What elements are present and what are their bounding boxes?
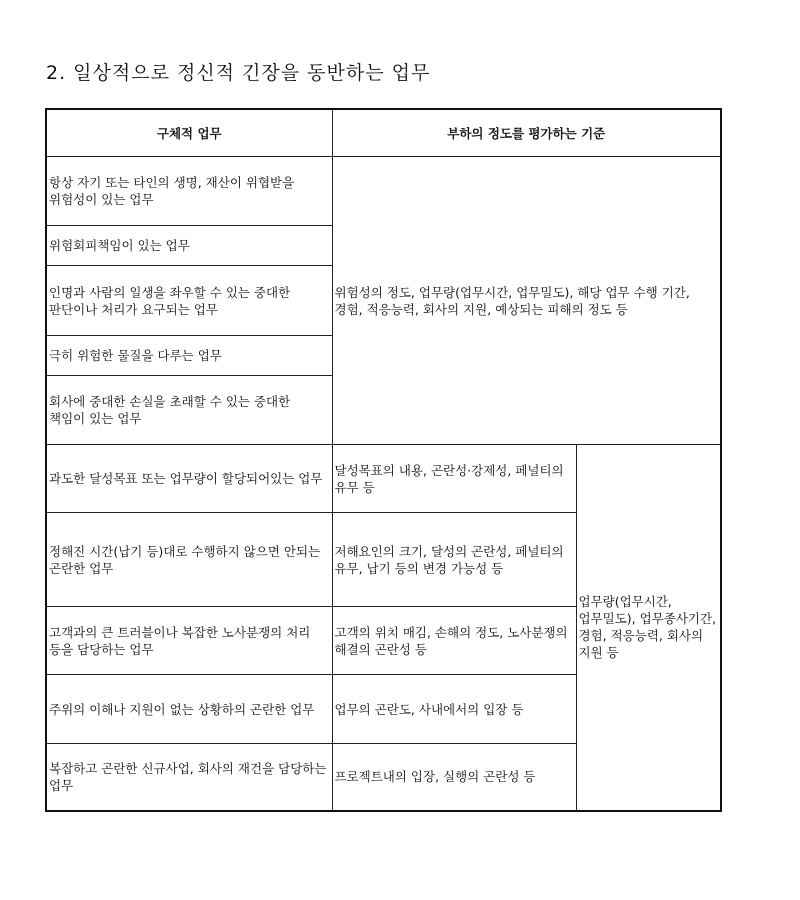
task-cell: 주위의 이해나 지원이 없는 상황하의 곤란한 업무: [46, 675, 332, 744]
detail-criteria-cell: 고객의 위치 매김, 손해의 정도, 노사분쟁의 해결의 곤란성 등: [332, 607, 576, 675]
task-cell: 복잡하고 곤란한 신규사업, 회사의 재건을 담당하는 업무: [46, 744, 332, 811]
task-cell: 항상 자기 또는 타인의 생명, 재산이 위협받을 위험성이 있는 업무: [46, 157, 332, 226]
task-cell: 회사에 중대한 손실을 초래할 수 있는 중대한 책임이 있는 업무: [46, 376, 332, 445]
table-header-row: [46, 109, 721, 157]
table-row: [46, 157, 721, 226]
detail-criteria-cell: 프로젝트내의 입장, 실행의 곤란성 등: [332, 744, 576, 811]
criteria-table: [45, 108, 722, 812]
task-cell: 위험회피책임이 있는 업무: [46, 226, 332, 266]
task-cell: 고객과의 큰 트러블이나 복잡한 노사분쟁의 처리 등을 담당하는 업무: [46, 607, 332, 675]
task-cell: 정해진 시간(납기 등)대로 수행하지 않으면 안되는 곤란한 업무: [46, 513, 332, 607]
table-row: [46, 445, 721, 513]
task-cell: 극히 위험한 물질을 다루는 업무: [46, 336, 332, 376]
detail-criteria-cell: 저해요인의 크기, 달성의 곤란성, 페널티의 유무, 납기 등의 변경 가능성 등: [332, 513, 576, 607]
page-title: 2. 일상적으로 정신적 긴장을 동반하는 업무: [46, 62, 431, 84]
common-criteria-cell: 업무량(업무시간, 업무밀도), 업무종사기간, 경험, 적응능력, 회사의 지원 등: [576, 445, 721, 811]
detail-criteria-cell: 달성목표의 내용, 곤란성·강제성, 페널티의 유무 등: [332, 445, 576, 513]
header-load-criteria: 부하의 정도를 평가하는 기준: [332, 109, 721, 157]
task-cell: 인명과 사람의 일생을 좌우할 수 있는 중대한 판단이나 처리가 요구되는 업무: [46, 266, 332, 336]
task-cell: 과도한 달성목표 또는 업무량이 할당되어있는 업무: [46, 445, 332, 513]
detail-criteria-cell: 업무의 곤란도, 사내에서의 입장 등: [332, 675, 576, 744]
header-specific-task: 구체적 업무: [46, 109, 332, 157]
group1-criteria-cell: 위험성의 정도, 업무량(업무시간, 업무밀도), 해당 업무 수행 기간, 경험, 적응능력, 회사의 지원, 예상되는 피해의 정도 등: [332, 157, 721, 445]
